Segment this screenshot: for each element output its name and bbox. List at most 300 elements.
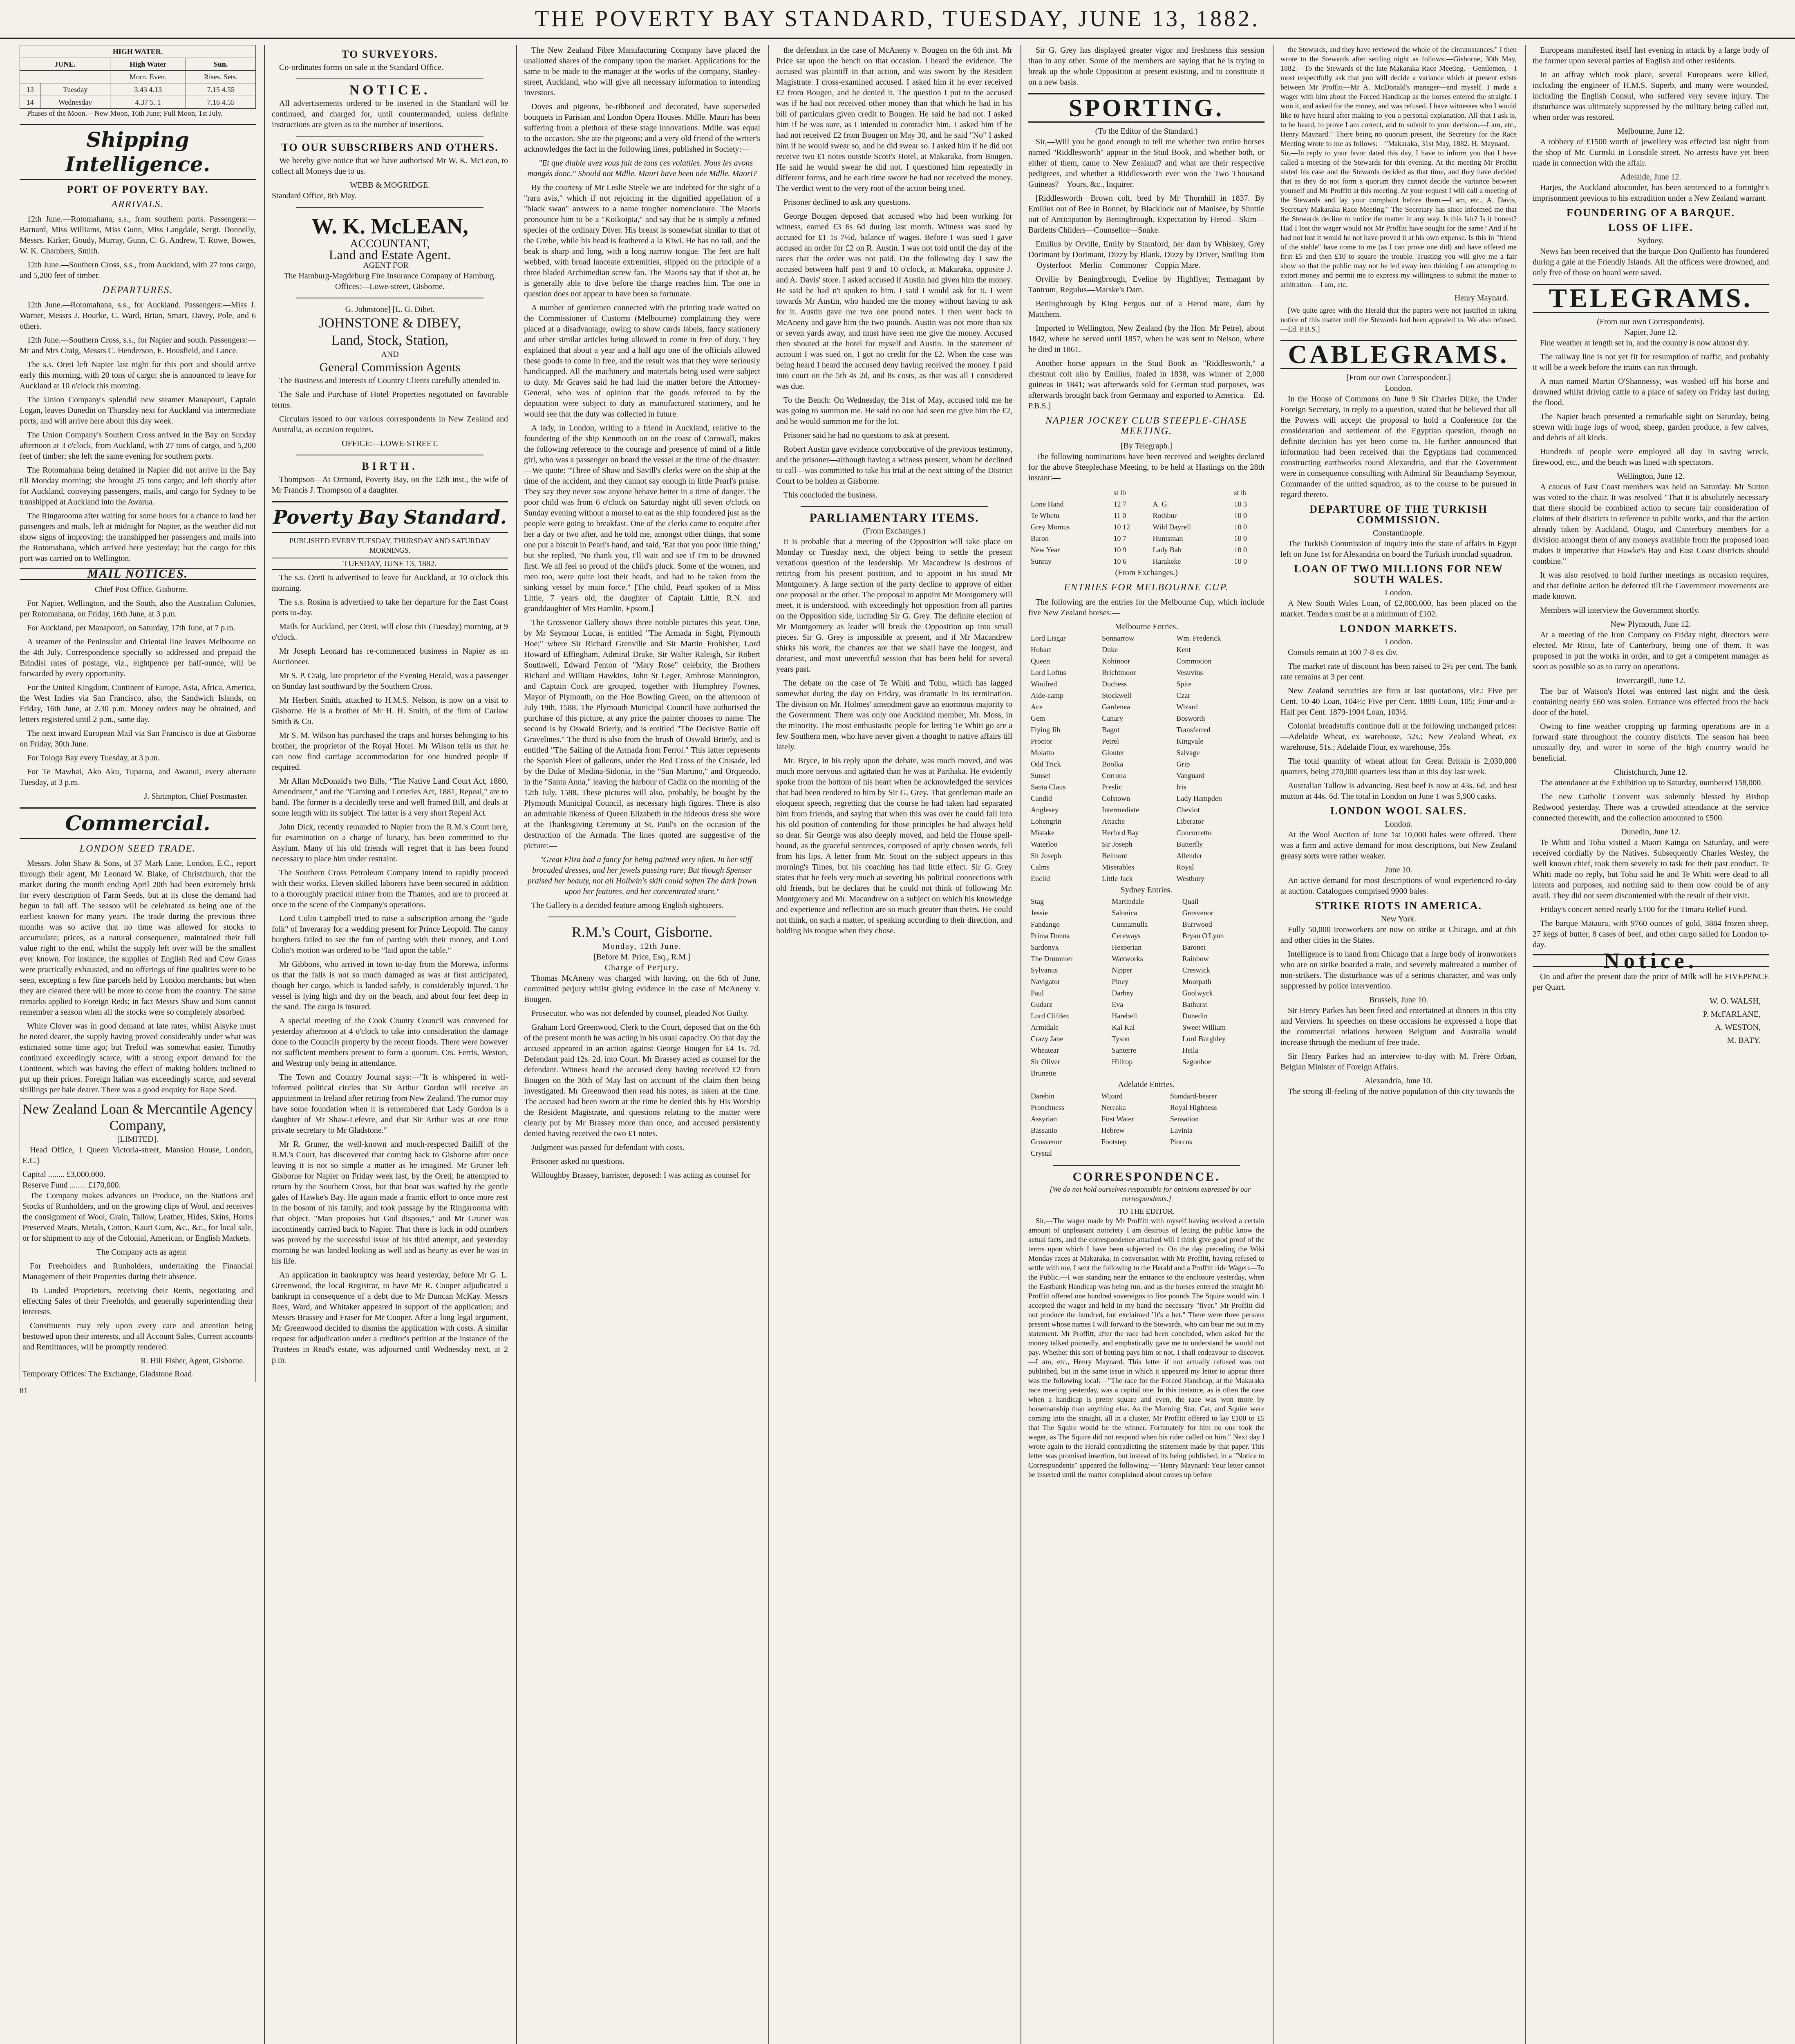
entry-cell: Royal [1176, 863, 1194, 871]
tide-cell: 7.15 4.55 [186, 83, 256, 96]
column-1 [16, 45, 259, 2044]
entry-cell: Wizard [1101, 1092, 1123, 1100]
weights-header: st lb [1113, 489, 1126, 497]
adelaide-entries-table [1028, 1090, 1265, 1159]
entry-cell: Allender [1176, 852, 1202, 860]
entry-cell: Goolwyck [1182, 989, 1213, 997]
table-row [1029, 930, 1264, 941]
news-item: "Et que diable avez vous fait de tous ces volatiles. Nous les avons mangés donc." Should not Mdlle. Mauri have been née Mdlle. Maori? [527, 159, 757, 178]
dateline: Adelaide, June 12. [1620, 173, 1681, 182]
mclean-role: ACCOUNTANT, [350, 238, 430, 250]
weights-cell: Te Whetu [1031, 511, 1059, 520]
local-news-item: Mails for Auckland, per Oreti, will close this (Tuesday) morning, at 9 o'clock. [272, 622, 508, 642]
entry-cell: Hobart [1031, 645, 1051, 654]
table-row [1029, 896, 1264, 907]
table-row [1029, 976, 1264, 987]
entry-cell: Commotion [1176, 657, 1212, 665]
table-row [1029, 667, 1264, 678]
corr-editor-note: [We quite agree with the Herald that the papers were not justified in taking notice of this matter until the Stewards had been appealed to. We also refused.—Ed. P.B.S.] [1280, 306, 1517, 333]
reserve-row: Reserve Fund ........ £170,000. [22, 1181, 121, 1190]
court-text: Willoughby Brassey, barrister, deposed: I was acting as counsel for [531, 1171, 751, 1180]
column-rule [264, 45, 265, 2044]
table-row [1029, 862, 1264, 872]
johnstone-role-2: General Commission Agents [319, 361, 461, 374]
entry-cell: Grip [1176, 760, 1190, 768]
news-item: The Grosvenor Gallery shows three notable pictures this year. One, by Mr Seymour Lucas, is entitled "The Armada in Sight, Plymouth Hoe;" where Sir Richard Grenville and Sir Martin Frobisher, Lord Howard of Effingham, Admiral Drake, Sir Walter Raleigh, Sir Robert Southwell, Edward Fenton of "Mary Rose" celebrity, the Brothers Richard and William Hawkins, John St Leger, Ambrose Mannington, and Captain Cock are grouped, together with Humphrey Fownes, Mayor of Plymouth, on the Hoe Bowling Green, on the afternoon of July 19th, 1588. The Plymouth Municipal Council have authorised the purchase of this picture, at any price the painter chooses to name. The second is by Oswald Brierly, and is entitled "The Decisive Battle off Gravelines." The third is also from the brush of Oswald Brierly, and is entitled "The Sailing of the Armada from Ferrol." This latter represents the Spanish Fleet of galleons, under the Red Cross of the Crusade, led by the Duke of Medina-Sidonia, in the "San Martino," and Orquendo, in the "Santa Anna," leaving the harbour of Cadiz on the morning of the 12th July, 1588. These pictures will also, probably, be bought by the Plymouth Municipal Council, as necessary high figures. There is also an admirable likeness of Queen Elizabeth in the hideous dress she wore at the Thanksgiving Ceremony at St. Paul's on the occasion of the destruction of the Armada. The lines quoted are suggestive of the picture:— [524, 618, 760, 850]
dateline: Christchurch, June 12. [1614, 768, 1688, 777]
ship-news-item: The s.s. Oreti left Napier last night for this port and should arrive early this morning, with 20 tons of cargo; she is announced to leave for Auckland at 10 o'clock this morning. [20, 360, 256, 390]
weights-cell: Grey Momus [1031, 523, 1070, 531]
table-row [1029, 827, 1264, 838]
nz-loan-ad [20, 1098, 256, 1382]
entry-cell: Boolka [1102, 760, 1124, 768]
entry-cell: Petrel [1102, 737, 1119, 745]
table-row [1029, 1114, 1264, 1124]
entry-cell: Nipper [1112, 966, 1133, 974]
entry-cell: Butterfly [1176, 840, 1203, 848]
table-row [20, 96, 256, 109]
table-row [1029, 679, 1264, 689]
column-4 [773, 45, 1016, 2044]
local-news-item: Mr R. Gruner, the well-known and much-respected Bailiff of the R.M.'s Court, has discovered that coming back to Gisborne after once leaving it is not so simple a matter as he imagined. Mr Gruner left Gisborne for Napier on Friday week last, by the Oreti; he attempted to return by the Southern Cross, but that boat was wafted by the gentle gales of Hawke's Bay. He again made a frantic effort to once more rest in the bosom of his family, and took passage by the Ringarooma with that object. "Man proposes but God disposes," and Mr Gruner was incontinently carried back to Napier. That there is luck in odd numbers was proved by the successful issue of his third attempt, and yesterday morning he was landed looking as well and as hearty as ever he was in his life. [272, 1140, 508, 1266]
invercargill-text: The bar of Watson's Hotel was entered last night and the desk containing nearly £60 was stolen. Entrance was effected from the back door of the hotel. [1533, 687, 1769, 717]
notice-title: Notice. [1533, 954, 1769, 967]
entry-cell: Stag [1031, 897, 1044, 905]
entry-cell: Vesuvius [1176, 668, 1203, 677]
tide-title: HIGH WATER. [20, 45, 256, 58]
mail-text: Chief Post Office, Gisborne. [95, 585, 188, 594]
johnstone-and: —AND— [373, 350, 407, 359]
nsw-text: A New South Wales Loan, of £2,000,000, has been placed on the market. Tenders must be at a minimum of £102. [1280, 599, 1517, 619]
barque-title: FOUNDERING OF A BARQUE. [1567, 207, 1735, 219]
napier-text: Hundreds of people were employed all day in saving wreck, firewood, etc., and the beach was lined with spectators. [1533, 447, 1769, 467]
entry-cell: Brunette [1031, 1069, 1056, 1077]
napier-text: The railway line is not yet fit for resumption of traffic, and probably it will be a week before the trains can run through. [1533, 352, 1769, 372]
mail-text: For Napier, Wellington, and the South, also the Australian Colonies, per Rotomahana, on Friday, 16th June, at 3 p.m. [20, 599, 256, 619]
entry-cell: Royal Highness [1170, 1103, 1217, 1112]
tide-cell: 13 [20, 83, 40, 96]
table-row [1029, 1045, 1264, 1056]
table-row [1029, 782, 1264, 792]
paper-date: TUESDAY, JUNE 13, 1882. [272, 558, 508, 570]
entry-cell: Navigator [1031, 977, 1060, 986]
entry-cell: Czar [1176, 691, 1191, 699]
markets-text: Colonial breadstuffs continue dull at the following unchanged prices:—Adelaide Wheat, ex warehouse, 52s.; New Zealand Wheat, ex warehouse, 51s.; Adelaide Flour, ex warehouse, 35s. [1280, 722, 1517, 752]
tide-cell: 4.37 5. 1 [110, 96, 186, 109]
entry-cell: Mistake [1031, 829, 1054, 837]
johnstone-text: The Sale and Purchase of Hotel Properties negotiated on favorable terms. [272, 390, 508, 410]
turkish-text: The Turkish Commission of Inquiry into the state of affairs in Egypt left on June 1st for Alexandria on board the Turkish ironclad squadron. [1280, 539, 1517, 559]
tide-cell: 3.43 4.13 [110, 83, 186, 96]
dateline: Wellington, June 12. [1617, 472, 1685, 481]
column-rule [768, 45, 769, 2044]
departures-text-2: 12th June.—Southern Cross, s.s., for Napier and south. Passengers:—Mr and Mrs Craig, Messrs C. Henderson, E. Bousfield, and Lance. [20, 336, 256, 355]
entry-cell: Hesperian [1112, 943, 1142, 951]
column-5 [1025, 45, 1268, 2044]
christchurch-text: The new Catholic Convent was solemnly blessed by Bishop Redwood yesterday. There was a crowded attendance at the service connected therewith, and the collection amounted to £500. [1533, 792, 1769, 823]
column-6 [1277, 45, 1520, 2044]
news-item: By the courtesy of Mr Leslie Steele we are indebted for the sight of a "rara avis," which if not rejoicing in the dignified appellation of a "black swan" answers to a name tougher nomenclature. The Maoris pronounce him to be a "Koikoipia," and say that he is simply a refined species of the ordinary Diver. His breast is somewhat similar to that of the Grebe, while his head is feathered a la Kiwi. He has no tail, and the beak is sharp and long, with a long narrow tongue. The feet are half webbed, with broad lanceate extremities, slipped on the principle of a three bladed Archimedian screw fan. The Maoris say that if shot at, he is generally able to dive before the charge reaches him. The one in question does not appear to have been so fortunate. [524, 183, 760, 298]
dateline: London. [1385, 637, 1412, 646]
notice-text: On and after the present date the price of Milk will be FIVEPENCE per Quart. [1533, 972, 1769, 992]
table-row [1029, 747, 1264, 758]
entry-cell: Heila [1182, 1046, 1198, 1054]
entry-cell: Armidale [1031, 1023, 1059, 1031]
entry-cell: The Drummer [1031, 955, 1073, 963]
entry-cell: Glouter [1102, 749, 1125, 757]
entry-cell: Lord Loftus [1031, 668, 1066, 677]
divider [296, 207, 483, 208]
entry-cell: Duke [1102, 645, 1118, 654]
entry-cell: Waterloo [1031, 840, 1058, 848]
column-7 [1529, 45, 1772, 2044]
weights-cell: Huntsman [1153, 534, 1183, 542]
parl-text: It is probable that a meeting of the Opposition will take place on Monday or Tuesday next, the object being to settle the present vexatious question of the leadership. Mr Macandrew is desirous of retiring from his present position, and to appoint in his stead Mr Montgomery. A large section of the party decline to approve of either one proposal or the other. The proposal to appoint Mr Montgomery will meet, it is understood, with exceedingly hot opposition from all parties on the Opposition side, including Sir G. Grey. The definite election of Mr Montgomery as leader will break the Opposition up into small pieces. Sir G. Grey is impossible at present, and if Mr Macandrew shirks his work, the chances are that we shall have the longest, and dreariest, and most uneventful session that has been held for several years past. [776, 537, 1012, 674]
divider [1053, 1165, 1240, 1166]
weights-cell: 12 7 [1113, 500, 1126, 508]
dateline: Melbourne, June 12. [1617, 127, 1685, 136]
table-row [1029, 713, 1264, 724]
melb-text: A robbery of £1500 worth of jewellery was effected last night from the shop of Mr. Curnski in Lonsdale street. No arrests have yet been made in connection with the affair. [1533, 137, 1769, 168]
news-item: A number of gentlemen connected with the printing trade waited on the Commissioner of Customs (Melbourne) complaining they were placed at a disadvantage, owing to show cards labels, fancy stationery and other similar articles being allowed to come in free of duty. They explained that about a year and a half ago one of the officials allowed these goods to come in free, and the result was that they were seriously handicapped. All the machinery and materials being used were subject to duty. Mr Graves said he had laid the matter before the Attorney-General, who was of opinion that the goods referred to by the deputation were subject to duty as manufactured stationery, and he would see that the duty was collected in future. [524, 303, 760, 419]
nz-loan-office: Head Office, 1 Queen Victoria-street, Mansion House, London, E.C.) [22, 1145, 253, 1165]
entry-cell: Kingvale [1176, 737, 1204, 745]
alex-text: In an affray which took place, several Europeans were killed, including the engineer of H.M.S. Superb, and many were wounded, including the English Consul, who suffered very severe injury. The disturbance was ultimately suppressed by the military being called out, when order was restored. [1533, 70, 1769, 122]
entry-cell: Harebell [1112, 1012, 1137, 1020]
entry-cell: Paul [1031, 989, 1044, 997]
commercial-title: Commercial. [20, 807, 256, 839]
local-news-item: Mr Allan McDonald's two Bills, "The Native Land Court Act, 1880, Amendment," and the "Gaming and Lotteries Act, 1881, Repeal," are to hand. The former is a decidedly terse and well framed Bill, and deals at some length with its subject. The latter is a very short Repeal Act. [272, 777, 508, 818]
weights-cell: Rothbur [1153, 511, 1177, 520]
weights-cell: 10 3 [1234, 500, 1247, 508]
court-text: the defendant in the case of McAneny v. Bougen on the 6th inst. Mr Price sat upon the bench on that occasion. I heard the evidence. The accused was plaintiff in that action, and was sworn by the Resident Magistrate. I cross-examined accused. I asked him if he ever received £2 from Bougen, and he denied it. The question I put to the accused was if he had not received other money than that which he had in his bill of particulars given credit to Bougen. He said he had not. I asked him if he was sure, as I intended to contradict him. I asked him if he had not received £2 from Bougen on May 30, and he said "No" I asked him if he would swear so, and he did swear so. I asked him if he did not receive two £1 notes outside Scott's Hotel, at Makaraka, from Bougen. He said he would swear he did not. I questioned him repeatedly in different forms, and he each time swore he had not received the money. The verdict went to the very root of the action being tried. [776, 46, 1012, 193]
sydney-text: News has been received that the barque Don Quillento has foundered during a gale at the Friendly Islands. All the officers were drowned, and only five of those on board were saved. [1533, 247, 1769, 277]
court-title: R.M.'s Court, Gisborne. [571, 924, 713, 940]
nz-loan-limited: [LIMITED]. [117, 1135, 159, 1144]
court-text: Prosecutor, who was not defended by counsel, pleaded Not Guilty. [531, 1009, 749, 1018]
melb-cup-title: ENTRIES FOR MELBOURNE CUP. [1064, 582, 1229, 593]
entry-cell: Euclid [1031, 874, 1050, 883]
table-row [1029, 919, 1264, 930]
entry-cell: Gardenea [1102, 703, 1130, 711]
entry-cell: Hebrew [1101, 1126, 1125, 1134]
entry-cell: Footstep [1101, 1138, 1127, 1146]
local-news-item: Mr S. M. Wilson has purchased the traps and horses belonging to his brother, the proprietor of the Royal Hotel. Mr Wilson tells us that he can now find carriage accommodation for one hundred people if required. [272, 731, 508, 772]
cablegrams-title: CABLEGRAMS. [1280, 340, 1517, 369]
table-row [1029, 1056, 1264, 1067]
entry-cell: Sunset [1031, 771, 1051, 780]
subscribers-title: TO OUR SUBSCRIBERS AND OTHERS. [281, 141, 499, 153]
ship-news-item: The Union Company's splendid new steamer Manapouri, Captain Logan, leaves Dunedin on Thursday next for Auckland via intermediate ports; and will arrive here about this day week. [20, 395, 256, 426]
entry-cell: Wizard [1176, 703, 1198, 711]
weights-cell: Baron [1031, 534, 1049, 542]
riots-text: Fully 50,000 ironworkers are now on strike at Chicago, and at this and other cities in the States. [1280, 925, 1517, 945]
entry-cell: Stockwell [1102, 691, 1132, 699]
wool-title: LONDON WOOL SALES. [1330, 805, 1467, 817]
table-row [1029, 545, 1264, 555]
mclean-agent: AGENT FOR— [363, 261, 417, 270]
wool-text: At the Wool Auction of June 1st 10,000 bales were offered. There was a firm and active demand for most descriptions, but New Zealand greasy sorts were rather weaker. [1280, 830, 1517, 861]
nz-loan-text: Constituents may rely upon every care and attention being bestowed upon their interests, and all Account Sales, Current accounts and Remittances, will be promptly rendered. [22, 1321, 253, 1351]
wellington-text: A caucus of East Coast members was held on Saturday. Mr Sutton was voted to the chair. It was resolved "That it is absolutely necessary that there should be combined action to secure fair consideration of claims of their districts in reference to public works, and that the action already taken by Auckland, Otago, and Canterbury members for a division amongst them of any moneys available from the proposed loan makes it imperative that Hawke's Bay and East Coast districts should combine." [1533, 482, 1769, 566]
adelaide-text: Harjes, the Auckland absconder, has been sentenced to a fortnight's imprisonment previous to his extradition under a New Zealand warrant. [1533, 183, 1769, 203]
mail-text: For Auckland, per Manapouri, on Saturday, 17th June, at 7 p.m. [27, 623, 235, 632]
notice-sig: A. WESTON, [1714, 1023, 1761, 1032]
entry-cell: Sylvanus [1031, 966, 1058, 974]
corr-to: TO THE EDITOR. [1118, 1207, 1175, 1215]
seed-text: White Clover was in good demand at late rates, whilst Alsyke must be noted dearer, the supply having proved considerably under what was estimated some time ago; but Trefoil was somewhat easier. Timothy continued exceedingly scarce, with a strong export demand for the Continent, which was having the effect of making holders inclined to put up their prices. Foreign Italian was exceedingly scarce, and several shillings per bale dearer. There was a good enquiry for Rape Seed. [20, 1022, 256, 1094]
melb-sub: Melbourne Entries. [1115, 622, 1178, 631]
table-row [1029, 724, 1264, 735]
entry-cell: Attache [1102, 817, 1125, 825]
dateline: Brussels, June 10. [1369, 995, 1428, 1004]
sydney-entries-table [1028, 895, 1265, 1079]
notice-title: NOTICE. [349, 83, 431, 98]
entry-cell: Creswick [1182, 966, 1210, 974]
weights-cell: 10 0 [1234, 511, 1247, 520]
telegraph-line: [By Telegraph.] [1121, 442, 1172, 450]
entry-cell: Piney [1112, 977, 1129, 986]
court-text: Thomas McAneny was charged with having, on the 6th of June, committed perjury whilst giving evidence in the case of McAneny v. Bougen. [524, 974, 760, 1004]
masthead-title: THE POVERTY BAY STANDARD, TUESDAY, JUNE 13, 1882. [535, 6, 1260, 31]
tide-sub-rises: Rises. Sets. [186, 71, 256, 83]
reserve-value: £170,000. [88, 1181, 121, 1190]
mclean-title: W. K. McLEAN, [311, 214, 468, 238]
news-item: Doves and pigeons, be-ribboned and decorated, have superseded bouquets in Parisian and London Opera Houses. Mdlle. Mauri has been suffering from a plethora of these stage innovations. Mdlle. was equal to the occasion. She ate the pigeons; and a very old friend of the writer's acknowledges the fact in the following lines, published in Society:— [524, 102, 760, 154]
entry-cell: Brichtmoor [1102, 668, 1136, 677]
entry-cell: Bryan O'Lynn [1182, 932, 1224, 940]
entry-cell: Piorcus [1170, 1138, 1192, 1146]
adelaide-sub: Adelaide Entries. [1118, 1080, 1175, 1089]
court-text: Graham Lord Greenwood, Clerk to the Court, deposed that on the 6th of the present month he was acting in his usual capacity. On that day the accused appeared in an action against George Bougen for £4 1s. 7d. Defendant paid 12s. 2d. into Court. Mr Brassey acted as counsel for the defendant. Witness heard the accused deny having received £2 from Bougen on the 30th of May last on account of the claim then being investigated. Mr Greenwood then read his notes, as taken at the time. The accused had been sworn at the time he denied this by His Worship the Resident Magistrate, and questions relating to the matter were clearly put by Mr Brassey more than once, and accused persistently denied having received the two £1 notes. [524, 1023, 760, 1138]
entry-cell: Liberator [1176, 817, 1204, 825]
napier-intro: The following nominations have been received and weights declared for the above Steeplechase Meeting, to be held at Hastings on the 28th instant:— [1028, 452, 1265, 482]
riots-title: STRIKE RIOTS IN AMERICA. [1315, 900, 1482, 912]
weights-cell: New Year [1031, 546, 1060, 554]
entry-cell: Crystal [1031, 1149, 1052, 1157]
table-row [1029, 522, 1264, 532]
melb-intro: The following are the entries for the Melbourne Cup, which include five New Zealand horses:— [1028, 598, 1265, 617]
divider [801, 506, 988, 507]
local-news-item: An application in bankruptcy was heard yesterday, before Mr G. L. Greenwood, the local Registrar, to have Mr R. Cooper adjudicated a bankrupt in consequence of a debt due to Mr Duncan McKay. Messrs Rees, Ward, and Whitaker appeared in support of the application; and Messrs Brassey and Fraser for Mr Cooper. After a long legal argument, Mr Greenwood decided to dismiss the application with costs. A similar request for adjudication under a creditor's petition at the instance of the Trustees in Read's estate, was adjourned until Wednesday next, at 2 p.m. [272, 1271, 508, 1365]
entry-cell: Prima Donna [1031, 932, 1070, 940]
mail-notices-title: MAIL NOTICES. [20, 568, 256, 580]
paper-title: Poverty Bay Standard. [272, 501, 508, 533]
weights-cell: Lady Bab [1153, 546, 1182, 554]
entry-cell: Sardonyx [1031, 943, 1059, 951]
court-text: George Bougen deposed that accused who had been working for witness, earned £3 6s 6d during last month. Witness was sued by accused for £1 1s 7½d, balance of wages. Before I was sued I gave accused an order for £2 on R. Austin. I was not told until the day of the races that the order was not paid. On the following day I saw the accused between half past 9 and 10 o'clock, at Makaraka, opposite J. and A. Davis' store. I asked accused if Austin had given him the money. He said he had n't spoken to him. I said I would ask for it. I went towards Mr Austin, who handed me the money without having to ask for it. Austin gave me two one pound notes. I then went back to McAneny and gave him the two pounds. Austin was not more than six or seven yards away, and must have seen me give the money. Accused then shouted at the hotel for myself and Austin. In the statement of account I was sued on, I got no credit for the £2. When the case was being heard I heard the accused deny having received the money. I paid into court on the 5th 4s 2d, and 8s costs, as that was all I considered was due. [776, 212, 1012, 391]
local-news-item: The Southern Cross Petroleum Company intend to rapidly proceed with their works. Eleven skilled laborers have been secured in addition to a thoroughly practical miner from the Thames, and are to proceed at once to the scene of the Company's operations. [272, 868, 508, 909]
dateline: Sydney. [1638, 236, 1664, 245]
entry-cell: Dunedin [1182, 1012, 1208, 1020]
entry-cell: Proctor [1031, 737, 1052, 745]
parl-from: (From Exchanges.) [863, 527, 926, 536]
dateline: New Plymouth, June 12. [1610, 620, 1691, 629]
entry-cell: Bosworth [1176, 714, 1205, 722]
dateline: Constantinople. [1372, 529, 1425, 538]
cable-text: In the House of Commons on June 9 Sir Charles Dilke, the Under Foreign Secretary, in reply to a question, stated that he believed that all the Powers will accept the proposal to hold a Conference for the consideration and settlement of the Egyptian question, though no definite decision has yet been come to. He further announced that information had been received that the Egyptians had commenced constructing earthworks round Alexandria, and that the Government were in consequence consulting with Admiral Sir Beauchamp Seymour, Commander of the united squadron, as to the course to be pursued in regard thereto. [1280, 394, 1517, 499]
page-columns [16, 45, 1779, 2044]
entry-cell: Standard-bearer [1170, 1092, 1217, 1100]
napier-text: The Napier beach presented a remarkable sight on Saturday, being strewn with huge logs of wood, sheep, garden produce, a few calves, and debris of all kinds. [1533, 412, 1769, 442]
masthead [0, 0, 1795, 39]
tele-from: (From our own Correspondents). [1597, 317, 1705, 326]
local-news-item: The s.s. Oreti is advertised to leave for Auckland, at 10 o'clock this morning. [272, 573, 508, 593]
surveyors-title: TO SURVEYORS. [342, 48, 438, 60]
local-news-item: Mr Herbert Smith, attached to H.M.S. Nelson, is now on a visit to Gisborne. He is a brother of Mr H. H. Smith, of the firm of Carlaw Smith & Co. [272, 696, 508, 726]
entry-cell: Sweet William [1182, 1023, 1226, 1031]
court-text: Prisoner said he had no questions to ask at present. [783, 431, 950, 440]
plymouth-text: At a meeting of the Iron Company on Friday night, directors were elected. Mr Ritso, late of Canterbury, being one of them. It was proposed to put the works in order, and to get a competent manager as soon as possible so as to carry on operations. [1533, 630, 1769, 671]
entry-cell: Quail [1182, 897, 1199, 905]
intro-text: Sir G. Grey has displayed greater vigor and freshness this session than in any other. Some of the members are saying that he is trying to break up the whole Opposition at present existing, and to constitute it on a new basis. [1028, 46, 1265, 87]
invercargill-text: Owing to fine weather cropping up farming operations are in a forward state throughout the country districts. The season has been unusually dry, and water in some of the high country would be beneficial. [1533, 722, 1769, 763]
court-text: Robert Austin gave evidence corroborative of the previous testimony, and the prisoner—although having a witness present, whom he declined to call—was committed to take his trial at the next sitting of the District Court to be holden at Gisborne. [776, 445, 1012, 486]
entry-cell: Burrwood [1182, 920, 1212, 928]
surveyors-text: Co-ordinates forms on sale at the Standard Office. [279, 63, 443, 72]
news-item: A lady, in London, writing to a friend in Auckland, relative to the foundering of the ship Kenmouth on on the coast of Cornwall, makes the following reference to the courage and presence of mind of a little girl, who was a passenger on board the vessel at the time of the disaster:—We quote: "Three of Shaw and Savill's clerks were on the ship at the time of the accident, and they cannot say enough in little Pearl's praise. They say they never saw anyone behave better in a time of danger. The poor child was from 6 o'clock on Saturday night till seven o'clock on Sunday evening without a morsel to eat as the ship foundered just as the people were going to breakfast. One of the clerks came to enquire after her a day or two after, and he told me, amongst other things, that some one put a biscuit in Pearl's hand, and said, 'Eat that you poor little thing,' but she replied, 'No thank you, I'll wait and see if I'm to be drowned first. We all feel so proud of the child's pluck. Some of the women, and men too, were quite lost their heads, and had to be taken from the sinking vessel by main force." [The child, Pearl spoken of is Miss Little, 7 years old, the daughter of Captain Little, R.N. and granddaughter of Mrs Hamlin, Epsom.] [524, 424, 760, 613]
entry-cell: Pronchness [1031, 1103, 1064, 1112]
wellington-text: Members will interview the Government shortly. [1540, 606, 1700, 615]
ship-news-item: The Ringarooma after waiting for some hours for a chance to land her passengers and mails, left at midnight for Napier, as the weather did not show signs of improving; the transhipped her passengers and mails into the Rotomahana, which arrived here yesterday; but the cargo for this port was carried on to Wellington. [20, 511, 256, 563]
weights-cell: 10 12 [1113, 523, 1130, 531]
column-rule [1525, 45, 1526, 2044]
nz-loan-text: The Company acts as agent [96, 1248, 186, 1257]
weights-cell: A. G. [1153, 500, 1169, 508]
sport-text: [Riddlesworth—Brown colt, bred by Mr Thornhill in 1837. By Emilius out of Bee in Bonnet, by Blacklock out of Manisee, by Shuttle out of Anticipation by Beningbrough. Expectation by Herod—Skim—Bartletts Childers—Counsellor—Snake. [1028, 194, 1265, 235]
table-row [1029, 499, 1264, 509]
dateline: Invercargill, June 12. [1616, 676, 1685, 685]
riots-text: The strong ill-feeling of the native population of this city towards the [1288, 1087, 1514, 1096]
table-row [1029, 793, 1264, 804]
entry-cell: Kohinoor [1102, 657, 1130, 665]
weights-cell: 10 9 [1113, 546, 1126, 554]
entry-cell: Spite [1176, 680, 1192, 688]
local-news-item: Mr Joseph Leonard has re-commenced business in Napier as an Auctioneer. [272, 647, 508, 666]
weights-cell: Lone Hand [1031, 500, 1064, 508]
sport-text: Emilius by Orville, Emily by Stamford, her dam by Whiskey, Grey Dorimant by Dorimant, Dizzy by Blank, Dizzy by Driver, Smiling Tom—Oysterfoot—Merlin—Commoner—Coppin Mare. [1028, 240, 1265, 270]
entry-cell: Odd Trick [1031, 760, 1061, 768]
news-item: "Great Eliza had a fancy for being painted very often. In her stiff brocaded dresses, and her jewels passing rare; But though Spenser praised her beauty, not all Holbein's skill could soften The dark frown upon her features, and her concentrated stare." [527, 855, 757, 896]
entry-cell: Kent [1176, 645, 1191, 654]
local-news-item: The s.s. Rosina is advertised to take her departure for the East Coast ports to-day. [272, 598, 508, 617]
entry-cell: Assyrian [1031, 1115, 1057, 1123]
table-row [1029, 1091, 1264, 1101]
entry-cell: Calms [1031, 863, 1050, 871]
sydney-sub: Sydney Entries. [1120, 885, 1173, 894]
corr-text: Sir,—The wager made by Mr Proffitt with myself having received a certain amount of unpleasant notoriety I am desirous of letting the public know the actual facts, and the correspondence attached will I think give good proof of the terms upon which I have been subjected to. On the day preceding the Wiki Monday races at Makaraka, in conversation with Mr Proffitt, having refused to settle with me, I sent the following to the Herald and a Proffitt ride Wager:—To the Public.—I was standing near the entrance to the enclosure yesterday, when the Eastbank Handicap was being run, and as the horses entered the straight Mr Proffitt offered one hundred sovereigns to five pounds The Squire would win. I accepted the wager and held in my hand the necessary "fiver." Mr Proffitt did not produce the hundred, but exclaimed "it's a bet." There were three persons present whose names I will forward to the Stewards, who can bear me out in my statement. Mr Proffitt, after the race had been concluded, when asked for the money talked pointedly, and emphatically gave me to understand he would not pay. Whether this sort of betting pays him or not, I shall endeavour to discover.—I am, etc., Henry Maynard. This letter if not actually refused was not published, but in the same issue in which it appeared my letter to appear there was the following local:—"The race for the Forced Handicap, at the Makaraka race meeting yesterday, was a capital one. In this instance, as is often the case when a handicap is pretty square and even, the race was won more by horsemanship than anything else. As the Morning Star, Cat, and Squire were coming into the straight, all in a cluster, Mr Proffitt offered to lay £100 to £5 that The Squire would be the winner. Fortunately for him no one took the wager, as The Squire did not respond when his rider called on him." Next day I wrote again to the Herald contradicting the statement made by that paper. This letter was promised insertion, but instead of its being published, in a "Notice to Correspondents" appeared the following:—"Henry Maynard: Your letter cannot be inserted until the matter complained about comes up before [1028, 1217, 1265, 1479]
entry-cell: Bassanio [1031, 1126, 1057, 1134]
entry-cell: Crazy Jane [1031, 1035, 1063, 1043]
table-row [1029, 736, 1264, 746]
table-row [1029, 1011, 1264, 1021]
entry-cell: Santa Claus [1031, 783, 1066, 791]
entry-cell: Grosvenor [1182, 909, 1213, 917]
entry-cell: Cunnamulla [1112, 920, 1148, 928]
column-2 [269, 45, 511, 2044]
entry-cell: Sensation [1170, 1115, 1199, 1123]
entry-cell: Lady Hampden [1176, 794, 1222, 802]
birth-text: Thompson—At Ormond, Poverty Bay, on the 12th inst., the wife of Mr Francis J. Thompson of a daughter. [272, 475, 508, 495]
table-row [20, 83, 256, 96]
entry-cell: Martindale [1112, 897, 1144, 905]
table-row [1029, 644, 1264, 655]
divider [296, 78, 483, 79]
local-news-item: Mr Gibbons, who arrived in town to-day from the Morewa, informs us that the falls is not so much damaged as was at first anticipated, though her cargo, which is landed safely, is considerably injured. The vessel is lying high and dry on the beach, and about four feet deep in the sand. The cargo is insured. [272, 960, 508, 1011]
entry-cell: Sir Joseph [1031, 852, 1061, 860]
turkish-title: DEPARTURE OF THE TURKISH COMMISSION. [1309, 503, 1488, 526]
sporting-title: SPORTING. [1028, 93, 1265, 123]
johnstone-role: Land, Stock, Station, [331, 333, 449, 348]
dateline: Alexandria, June 10. [1365, 1076, 1432, 1085]
entry-cell: Miserables [1102, 863, 1135, 871]
entry-cell: Candid [1031, 794, 1052, 802]
entry-cell: Jessie [1031, 909, 1048, 917]
napier-title: NAPIER JOCKEY CLUB STEEPLE-CHASE MEETING. [1045, 415, 1247, 437]
riots-text: Sir Henry Parkes had an interview to-day with M. Frère Orban, Belgian Minister of Foreign Affairs. [1280, 1052, 1517, 1071]
sport-text: Orville by Beningbrough, Eveline by Highflyer, Termagant by Tantrum, Regulus—Marske's Dam. [1028, 275, 1265, 294]
table-row [1029, 805, 1264, 815]
mail-signature: J. Shrimpton, Chief Postmaster. [144, 792, 248, 801]
mclean-role-2: Land and Estate Agent. [329, 247, 451, 262]
parl-text: The debate on the case of Te Whiti and Tohu, which has lagged somewhat during the day on Friday, was dramatic in its termination. The division on Mr. Holmes' amendment gave an enormous majority to the Government. There was only one Auckland member, Mr. Moss, in the minority. The most enthusiastic people for letting Te Whiti go are a few Southern men, who have never given a thought to native affairs till lately. [776, 679, 1012, 751]
entry-cell: Lohengrin [1031, 817, 1061, 825]
tide-header-sun: Sun. [186, 58, 256, 71]
johnstone-text: The Business and Interests of Country Clients carefully attended to. [279, 376, 501, 385]
nz-loan-title: New Zealand Loan & Mercantile Agency Company, [22, 1102, 253, 1133]
port-title: PORT OF POVERTY BAY. [67, 184, 209, 195]
entry-cell: Moorpath [1182, 977, 1211, 986]
table-row [1029, 999, 1264, 1010]
sport-text: Another horse appears in the Stud Book as "Riddlesworth," a chestnut colt also by Emilius, foaled in 1838, was winner of 2,000 guineas in 1841; was afterwards sold for German stud purposes, was afterwards brought back from Germany and exported to America.—Ed. P.B.S.] [1028, 359, 1265, 410]
dateline: London. [1385, 588, 1412, 597]
entry-cell: Cheviot [1176, 806, 1200, 814]
cable-from: [From our own Correspondent.] [1346, 373, 1451, 382]
entry-cell: Wm. Frederick [1176, 634, 1221, 642]
column-rule [516, 45, 517, 2044]
mail-text: A steamer of the Peninsular and Oriental line leaves Melbourne on the 4th July. Correspondence specially so addressed and prepaid the Brindisi rates of postage, viz., eightpence per half-ounce, will be forwarded by every opportunity. [20, 637, 256, 678]
tide-cell: Wednesday [40, 96, 110, 109]
entry-cell: Waxworks [1112, 955, 1143, 963]
corr-sig: Henry Maynard. [1454, 294, 1509, 303]
seed-text: Messrs. John Shaw & Sons, of 37 Mark Lane, London, E.C., report through their agent, Mr Leonard W. Blake, of Christchurch, that the market during the month ending April 20th had been extremely brisk for every description of Farm Seeds, but at its close the demand had begun to fall off. The season will be celebrated as being one of the earliest known for many years. The trade during the previous three months was so active that no time was allowed for stocks to accumulate; prices, as a natural consequence, maintained their full value right to the end, whilst the supply left over will be the smallest ever known. For instance, the supplies of English Red and Cow Grass were practically exhausted, and no offerings of fine qualities were to be seen, excepting a few fine parcels held by London merchants; but when they are cleared there will be more to come from the country. The same remarks applied to Foreign Reds; in fact Messrs Shaw and Sons cannot remember a season when all the stocks were so completely absorbed. [20, 859, 256, 1017]
entry-cell: Iris [1176, 783, 1186, 791]
mail-text: The next inward European Mail via San Francisco is due at Gisborne on Friday, 30th June. [20, 729, 256, 749]
entry-cell: Sonnarrow [1102, 634, 1135, 642]
weights-table [1028, 486, 1265, 567]
entry-cell: Baronet [1182, 943, 1206, 951]
dunedin-text: Friday's concert netted nearly £100 for the Timaru Relief Fund. [1540, 905, 1747, 914]
table-row [1029, 1033, 1264, 1044]
corr-title: CORRESPONDENCE. [1072, 1170, 1220, 1183]
wool-text: An active demand for most descriptions of wool experienced to-day at auction. Catalogues comprised 9900 bales. [1280, 876, 1517, 896]
court-text: To the Bench: On Wednesday, the 31st of May, accused told me he was going to summon me. He said no one had seen me give him the £2, and he would summon me for the lot. [776, 396, 1012, 426]
table-row [1029, 873, 1264, 884]
paper-pub: PUBLISHED EVERY TUESDAY, THURSDAY AND SATURDAY MORNINGS. [289, 537, 490, 554]
entry-cell: Canary [1102, 714, 1124, 722]
notice-text: All advertisements ordered to be inserted in the Standard will be continued, and charged for, until countermanded, unless definite instructions are given as to the number of insertions. [272, 99, 508, 129]
entry-cell: Salvage [1176, 749, 1200, 757]
local-news-item: The Town and Country Journal says:—"It is whispered in well-informed political circles that Sir Arthur Gordon will receive an appointment in Ireland after retiring from New Zealand. The rumor may have some foundation when it is remembered that Lady Gordon is a daughter of Mr Shaw-Lefevre, and that Sir Arthur was at one time private secretary to Mr Gladstone." [272, 1073, 508, 1135]
entry-cell: Nereaka [1101, 1103, 1126, 1112]
tide-table [20, 45, 256, 109]
shipping-title: Shipping Intelligence. [20, 124, 256, 180]
entry-cell: Lord Lisgar [1031, 634, 1066, 642]
tide-cell: 14 [20, 96, 40, 109]
nz-loan-text: The Company makes advances on Produce, on the Stations and Stocks of Runholders, and on the growing clips of Wool, and receives the consignment of Wool, Grain, Tallow, Leather, Hides, Skins, Horns Preserved Meats, Metals, Cotton, Kauri Gum, &c., &c., for local sale, or for shipment to any of the Colonial, American, or English Markets. [22, 1191, 253, 1243]
melb-entries-table [1028, 632, 1265, 885]
entry-cell: Ace [1031, 703, 1043, 711]
